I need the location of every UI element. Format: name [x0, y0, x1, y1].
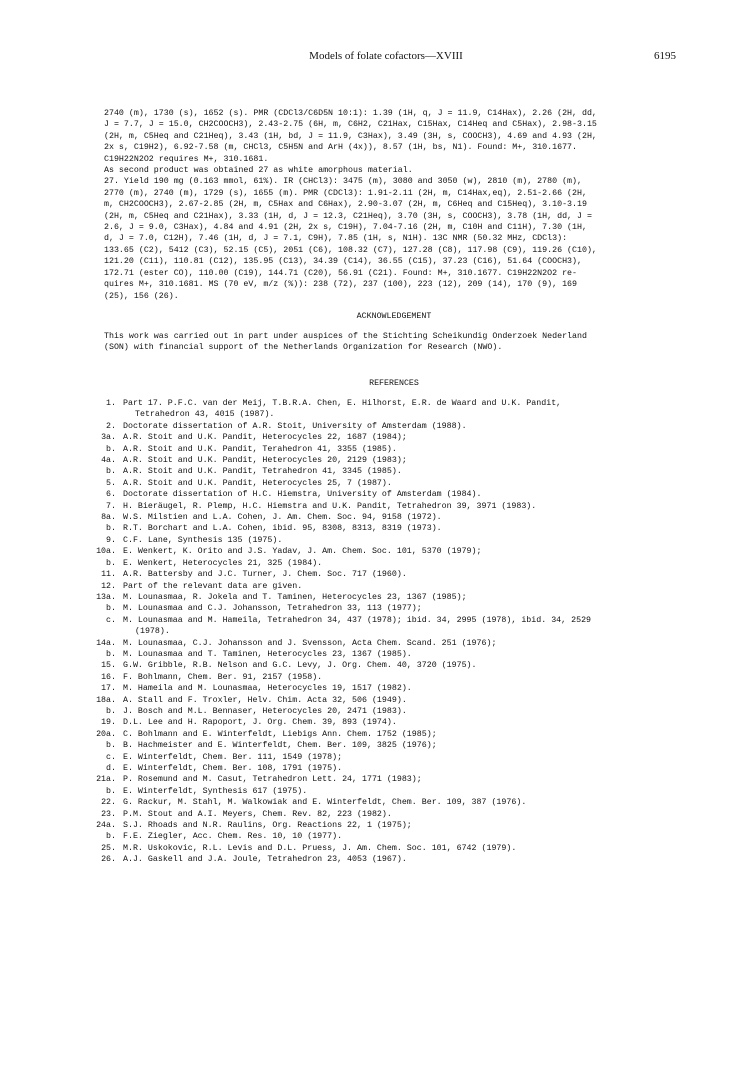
text-line: d, J = 7.0, C12H), 7.46 (1H, d, J = 7.1, C9H), 7.85 (1H, s, N1H). 13C NMR (50.32 MHz, CDCl3):: [104, 234, 568, 244]
reference-text: B. Hachmeister and E. Winterfeldt, Chem. Ber. 109, 3825 (1976);: [123, 741, 437, 751]
reference-text: J. Bosch and M.L. Bennaser, Heterocycles 20, 2471 (1983).: [123, 706, 407, 716]
reference-number: 7.: [106, 501, 116, 511]
reference-number: 20a.: [96, 729, 116, 739]
reference-item: [82, 820, 692, 831]
reference-text: A.R. Stoit and U.K. Pandit, Heterocycles 22, 1687 (1984);: [123, 433, 407, 443]
reference-text: P.M. Stout and A.I. Meyers, Chem. Rev. 82, 223 (1982).: [123, 809, 392, 819]
text-line: 2770 (m), 2740 (m), 1729 (s), 1655 (m). PMR (CDCl3): 1.91-2.11 (2H, m, C14Hax,eq), 2.51-2.66 (2H,: [104, 188, 587, 198]
text-line: (2H, m, C5Heq and C21Hax), 3.33 (1H, d, J = 12.3, C21Heq), 3.70 (3H, s, COOCH3), 3.78 (1H, dd, J =: [104, 211, 592, 221]
running-title: Models of folate cofactors—XVIII: [309, 50, 463, 62]
reference-text: F.E. Ziegler, Acc. Chem. Res. 10, 10 (1977).: [123, 832, 343, 842]
text-line: 2740 (m), 1730 (s), 1652 (s). PMR (CDCl3/C6D5N 10:1): 1.39 (1H, q, J = 11.9, C14Hax), 2.26 (2H, dd,: [104, 109, 597, 118]
reference-item: [82, 638, 692, 649]
reference-text: A. Stall and F. Troxler, Helv. Chim. Acta 32, 506 (1949).: [123, 695, 407, 705]
reference-item: [82, 717, 692, 728]
reference-item: [82, 466, 692, 477]
reference-item: [82, 797, 692, 808]
reference-number: 11.: [101, 570, 116, 580]
references-heading: REFERENCES: [369, 379, 419, 388]
reference-number: b.: [106, 832, 116, 842]
text-line: 27. Yield 190 mg (0.163 mmol, 61%). IR (CHCl3): 3475 (m), 3080 and 3050 (w), 2810 (m), 2780 (m),: [104, 177, 582, 187]
reference-text: Doctorate dissertation of H.C. Hiemstra, University of Amsterdam (1984).: [123, 490, 482, 500]
reference-number: [82, 626, 123, 637]
reference-number: d.: [106, 764, 116, 773]
reference-number: 12.: [101, 581, 116, 591]
reference-text: A.R. Battersby and J.C. Turner, J. Chem. Soc. 717 (1960).: [123, 570, 407, 580]
text-line: (SON) with financial support of the Netherlands Organization for Research (NWO).: [104, 343, 503, 353]
text-line: (2H, m, C5Heq and C21Heq), 3.43 (1H, bd, J = 11.9, C3Hax), 3.49 (3H, s, COOCH3), 4.69 and 4.93 (2H,: [104, 131, 597, 141]
reference-text: D.L. Lee and H. Rapoport, J. Org. Chem. 39, 893 (1974).: [123, 718, 397, 728]
text-line: 2.6, J = 9.0, C3Hax), 4.84 and 4.91 (2H, 2x s, C19H), 7.04-7.16 (2H, m, C10H and C11H), 7.30 (1H,: [104, 223, 587, 233]
reference-item: [82, 695, 692, 706]
reference-text: R.T. Borchart and L.A. Cohen, ibid. 95, 8308, 8313, 8319 (1973).: [123, 524, 442, 534]
reference-number: 4a.: [101, 456, 116, 466]
reference-item: [82, 809, 692, 820]
reference-text: Tetrahedron 43, 4015 (1987).: [135, 410, 275, 420]
reference-item: [82, 729, 692, 740]
reference-text: E. Winterfeldt, Chem. Ber. 111, 1549 (1978);: [123, 752, 343, 762]
acknowledgement-text: [104, 331, 684, 354]
acknowledgement-heading: ACKNOWLEDGEMENT: [356, 312, 432, 321]
reference-item: [82, 786, 692, 797]
reference-item: [82, 843, 692, 854]
reference-text: M. Lounasmaa and T. Taminen, Heterocycles 23, 1367 (1985).: [123, 649, 412, 659]
text-line: 133.65 (C2), 5412 (C3), 52.15 (C5), 2051 (C6), 108.32 (C7), 127.28 (C8), 117.98 (C9), 119.26 (C10),: [104, 245, 597, 255]
reference-number: b.: [106, 706, 116, 716]
reference-item: [82, 432, 692, 443]
text-line: This work was carried out in part under auspices of the Stichting Scheikundig Onderzoek Nederland: [104, 332, 587, 341]
reference-number: [82, 409, 123, 420]
reference-text: Part of the relevant data are given.: [123, 581, 303, 591]
reference-item: [82, 535, 692, 546]
reference-number: b.: [106, 444, 116, 454]
reference-item: [82, 546, 692, 557]
reference-text: E. Wenkert, K. Orito and J.S. Yadav, J. Am. Chem. Soc. 101, 5370 (1979);: [123, 547, 482, 557]
reference-number: 1.: [106, 399, 116, 408]
reference-text: A.R. Stoit and U.K. Pandit, Heterocycles 25, 7 (1987).: [123, 478, 392, 488]
reference-number: 23.: [101, 809, 116, 819]
reference-item: [82, 398, 692, 409]
reference-number: 22.: [101, 798, 116, 808]
text-line: As second product was obtained 27 as white amorphous material.: [104, 166, 413, 176]
reference-text: A.R. Stoit and U.K. Pandit, Tetrahedron 41, 3345 (1985).: [123, 467, 402, 477]
reference-number: 16.: [101, 672, 116, 682]
reference-text: H. Bieräugel, R. Plemp, H.C. Hiemstra and U.K. Pandit, Tetrahedron 39, 3971 (1983).: [123, 501, 537, 511]
reference-number: c.: [106, 615, 116, 625]
reference-text: M. Lounasmaa and C.J. Johansson, Tetrahedron 33, 113 (1977);: [123, 604, 422, 614]
reference-number: 25.: [101, 843, 116, 853]
reference-text: M. Lounasmaa, R. Jokela and T. Taminen, Heterocycles 23, 1367 (1985);: [123, 592, 467, 602]
reference-item: [82, 421, 692, 432]
references-list: [82, 398, 692, 866]
reference-item: [82, 660, 692, 671]
reference-item: [82, 649, 692, 660]
reference-text: E. Winterfeldt, Chem. Ber. 108, 1791 (1975).: [123, 764, 343, 773]
reference-item: [82, 569, 692, 580]
reference-item: [82, 763, 692, 774]
reference-text: A.J. Gaskell and J.A. Joule, Tetrahedron 23, 4053 (1967).: [123, 855, 407, 865]
text-line: m, CH2COOCH3), 2.67-2.85 (2H, m, C5Hax and C6Hax), 2.90-3.07 (2H, m, C6Heq and C15Heq), 3.10-3.19: [104, 200, 587, 210]
reference-number: 5.: [106, 478, 116, 488]
reference-text: E. Winterfeldt, Synthesis 617 (1975).: [123, 786, 308, 796]
text-line: (25), 156 (26).: [104, 291, 179, 301]
reference-number: 10a.: [96, 547, 116, 557]
reference-text: G. Rackur, M. Stahl, M. Walkowiak and E. Winterfeldt, Chem. Ber. 109, 387 (1976).: [123, 798, 527, 808]
reference-text: (1978).: [135, 627, 170, 637]
reference-item: [82, 478, 692, 489]
reference-text: A.R. Stoit and U.K. Pandit, Heterocycles 20, 2129 (1983);: [123, 456, 407, 466]
reference-text: F. Bohlmann, Chem. Ber. 91, 2157 (1958).: [123, 672, 323, 682]
reference-text: W.S. Milstien and L.A. Cohen, J. Am. Chem. Soc. 94, 9158 (1972).: [123, 513, 442, 523]
reference-item: [82, 592, 692, 603]
reference-item: [82, 740, 692, 751]
reference-number: 15.: [101, 661, 116, 671]
reference-item: [82, 523, 692, 534]
reference-number: b.: [106, 649, 116, 659]
reference-number: 24a.: [96, 821, 116, 831]
reference-item: [82, 706, 692, 717]
reference-number: 2.: [106, 421, 116, 431]
text-line: 121.20 (C11), 110.81 (C12), 135.95 (C13), 34.39 (C14), 36.55 (C15), 37.23 (C16), 51.64 (COOCH3),: [104, 257, 582, 267]
reference-number: 19.: [101, 718, 116, 728]
reference-text: C. Bohlmann and E. Winterfeldt, Liebigs Ann. Chem. 1752 (1985);: [123, 729, 437, 739]
spectra-paragraph: [104, 108, 684, 302]
reference-number: 13a.: [96, 592, 116, 602]
running-header: [96, 50, 676, 66]
reference-number: b.: [106, 558, 116, 568]
reference-item: [82, 558, 692, 569]
reference-number: 18a.: [96, 695, 116, 705]
reference-number: b.: [106, 604, 116, 614]
reference-item: [82, 489, 692, 500]
reference-item: [82, 455, 692, 466]
reference-number: b.: [106, 786, 116, 796]
reference-text: Part 17. P.F.C. van der Meij, T.B.R.A. Chen, E. Hilhorst, E.R. de Waard and U.K. Pandit,: [123, 399, 562, 408]
reference-number: b.: [106, 467, 116, 477]
reference-item: [82, 615, 692, 626]
text-line: J = 7.7, J = 15.0, CH2COOCH3), 2.43-2.75 (6H, m, C6H2, C21Hax, C15Hax, C14Heq and C5Hax), 2.98-3.15: [104, 120, 597, 130]
page-number: 6195: [654, 50, 676, 62]
reference-item: [82, 501, 692, 512]
reference-number: 9.: [106, 535, 116, 545]
reference-text: P. Rosemund and M. Casut, Tetrahedron Lett. 24, 1771 (1983);: [123, 775, 422, 785]
reference-item: [82, 831, 692, 842]
reference-number: c.: [106, 752, 116, 762]
text-line: 2x s, C19H2), 6.92-7.58 (m, CHCl3, C5H5N and ArH (4x)), 8.57 (1H, bs, N1). Found: M+, 310.1677.: [104, 143, 577, 153]
reference-text: C.F. Lane, Synthesis 135 (1975).: [123, 535, 283, 545]
reference-item: [82, 626, 692, 637]
reference-number: b.: [106, 741, 116, 751]
reference-number: 3a.: [101, 433, 116, 443]
reference-item: [82, 603, 692, 614]
reference-item: [82, 512, 692, 523]
reference-item: [82, 581, 692, 592]
reference-text: M.R. Uskokovic, R.L. Levis and D.L. Pruess, J. Am. Chem. Soc. 101, 6742 (1979).: [123, 843, 517, 853]
reference-text: E. Wenkert, Heterocycles 21, 325 (1984).: [123, 558, 323, 568]
text-line: C19H22N2O2 requires M+, 310.1681.: [104, 154, 269, 164]
reference-item: [82, 854, 692, 865]
reference-text: M. Lounasmaa, C.J. Johansson and J. Svensson, Acta Chem. Scand. 251 (1976);: [123, 638, 497, 648]
reference-text: M. Lounasmaa and M. Hameila, Tetrahedron 34, 437 (1978); ibid. 34, 2995 (1978), ibid. 34, 2529: [123, 615, 592, 625]
reference-text: S.J. Rhoads and N.R. Raulins, Org. Reactions 22, 1 (1975);: [123, 821, 412, 831]
text-line: quires M+, 310.1681. MS (70 eV, m/z (%)): 238 (72), 237 (100), 223 (12), 209 (14), 170 (9), 169: [104, 280, 577, 290]
reference-item: [82, 683, 692, 694]
reference-item: [82, 672, 692, 683]
reference-item: [82, 444, 692, 455]
reference-text: Doctorate dissertation of A.R. Stoit, University of Amsterdam (1988).: [123, 421, 467, 431]
reference-number: 8a.: [101, 513, 116, 523]
reference-number: 6.: [106, 490, 116, 500]
reference-item: [82, 774, 692, 785]
reference-number: 26.: [101, 855, 116, 865]
reference-text: G.W. Gribble, R.B. Nelson and G.C. Levy, J. Org. Chem. 40, 3720 (1975).: [123, 661, 477, 671]
reference-number: b.: [106, 524, 116, 534]
reference-item: [82, 409, 692, 420]
reference-text: M. Hameila and M. Lounasmaa, Heterocycles 19, 1517 (1982).: [123, 684, 412, 694]
reference-number: 14a.: [96, 638, 116, 648]
text-line: 172.71 (ester CO), 110.00 (C19), 144.71 (C20), 56.91 (C21). Found: M+, 310.1677. C19H22N2O2 re-: [104, 268, 577, 278]
reference-number: 17.: [101, 684, 116, 694]
reference-number: 21a.: [96, 775, 116, 785]
reference-item: [82, 752, 692, 763]
reference-text: A.R. Stoit and U.K. Pandit, Terahedron 41, 3355 (1985).: [123, 444, 397, 454]
